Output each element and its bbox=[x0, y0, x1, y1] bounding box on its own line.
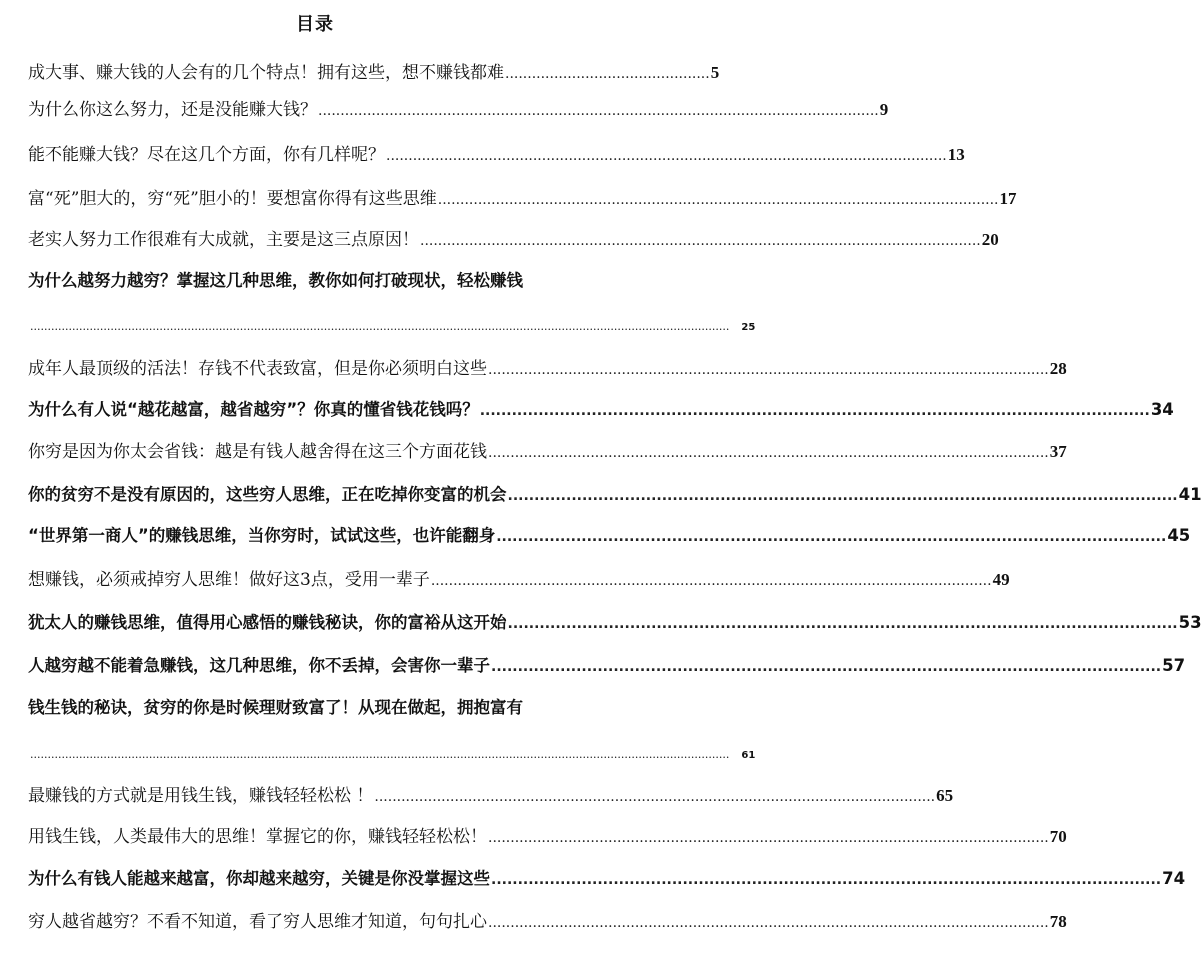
toc-entry-continuation[interactable] bbox=[30, 748, 756, 763]
dot-leader: .............................................................................................................................. bbox=[488, 445, 1049, 461]
toc-entry-title: 为什么你这么努力，还是没能赚大钱？ bbox=[28, 100, 317, 120]
toc-entry-page: 53 bbox=[1178, 613, 1202, 632]
toc-entry-title: 人越穷越不能着急赚钱，这几种思维，你不丢掉，会害你一辈子 bbox=[28, 656, 490, 675]
toc-entry[interactable] bbox=[28, 99, 889, 122]
toc-entry-title: 为什么有人说“越花越富，越省越穷”？你真的懂省钱花钱吗？ bbox=[28, 400, 479, 419]
toc-entry-continuation[interactable] bbox=[30, 320, 756, 335]
dot-leader: .............................................................................................................................. bbox=[496, 529, 1167, 545]
toc-entry[interactable] bbox=[28, 188, 1017, 211]
toc-entry[interactable] bbox=[28, 358, 1067, 381]
toc-entry-page: 5 bbox=[710, 63, 720, 82]
dot-leader: .............................................................................................................................. bbox=[488, 915, 1049, 931]
dot-leader: .............................................................................................................................. bbox=[386, 148, 947, 164]
toc-entry-title: 成年人最顶级的活法！存钱不代表致富，但是你必须明白这些 bbox=[28, 359, 487, 379]
toc-entry[interactable] bbox=[28, 911, 1067, 934]
dot-leader: ........................................................................................................................................................................................................ bbox=[30, 748, 730, 761]
toc-entry[interactable] bbox=[28, 399, 1174, 422]
toc-entry-page: 9 bbox=[879, 100, 889, 119]
dot-leader: .............................................................................................................................. bbox=[507, 616, 1178, 632]
toc-entry[interactable] bbox=[28, 270, 596, 292]
dot-leader: .............................................................................................................................. bbox=[479, 403, 1150, 419]
toc-entry-page: 45 bbox=[1167, 526, 1191, 545]
toc-entry-title: 能不能赚大钱？尽在这几个方面，你有几样呢？ bbox=[28, 145, 385, 165]
toc-entry-title: 你的贫穷不是没有原因的，这些穷人思维，正在吃掉你变富的机会 bbox=[28, 485, 507, 504]
toc-entry-title: 钱生钱的秘诀，贫穷的你是时候理财致富了！从现在做起，拥抱富有 bbox=[28, 698, 523, 717]
toc-entry[interactable] bbox=[28, 569, 1010, 592]
dot-leader: .............................................................................................................................. bbox=[488, 830, 1049, 846]
toc-entry-page: 74 bbox=[1162, 869, 1186, 888]
toc-entry-page: 65 bbox=[936, 786, 954, 805]
toc-entry[interactable] bbox=[28, 655, 1186, 678]
toc-entry-page: 78 bbox=[1049, 912, 1067, 931]
toc-entry-title: 用钱生钱，人类最伟大的思维！掌握它的你，赚钱轻轻松松！ bbox=[28, 827, 487, 847]
toc-entry-title: 最赚钱的方式就是用钱生钱，赚钱轻轻松松 ！ bbox=[28, 786, 374, 806]
toc-entry-page: 61 bbox=[741, 750, 756, 761]
toc-entry[interactable] bbox=[28, 441, 1067, 464]
toc-entry[interactable] bbox=[28, 785, 954, 808]
toc-entry-page: 41 bbox=[1178, 485, 1202, 504]
toc-entry-page: 13 bbox=[947, 145, 965, 164]
toc-entry-page: 20 bbox=[981, 230, 999, 249]
toc-entry-page: 28 bbox=[1049, 359, 1067, 378]
dot-leader: .............................................................................................................................. bbox=[318, 103, 879, 119]
toc-entry-page: 37 bbox=[1049, 442, 1067, 461]
toc-entry-title: 老实人努力工作很难有大成就，主要是这三点原因！ bbox=[28, 230, 419, 250]
toc-entry[interactable] bbox=[28, 62, 720, 85]
toc-entry-title: 成大事、赚大钱的人会有的几个特点！拥有这些，想不赚钱都难 bbox=[28, 63, 504, 83]
toc-entry-title: 你穷是因为你太会省钱：越是有钱人越舍得在这三个方面花钱 bbox=[28, 442, 487, 462]
toc-entry-title: 富“死”胆大的，穷“死”胆小的！要想富你得有这些思维 bbox=[28, 189, 437, 209]
toc-entry-title: 穷人越省越穷？不看不知道，看了穷人思维才知道，句句扎心 bbox=[28, 912, 487, 932]
toc-entry-title: 为什么越努力越穷？掌握这几种思维，教你如何打破现状，轻松赚钱 bbox=[28, 271, 523, 290]
toc-entry[interactable] bbox=[28, 697, 596, 719]
toc-entry[interactable] bbox=[28, 826, 1067, 849]
dot-leader: ........................................................................................................................................................................................................ bbox=[30, 320, 730, 333]
toc-entry-page: 49 bbox=[992, 570, 1010, 589]
toc-entry[interactable] bbox=[28, 484, 1202, 507]
dot-leader: .............................................................................................................................. bbox=[491, 872, 1162, 888]
toc-entry-title: “世界第一商人”的赚钱思维，当你穷时，试试这些，也许能翻身 bbox=[28, 526, 496, 545]
toc-entry-page: 34 bbox=[1150, 400, 1174, 419]
toc-entry-page: 17 bbox=[999, 189, 1017, 208]
dot-leader: .............................................. bbox=[505, 66, 710, 82]
dot-leader: .............................................................................................................................. bbox=[491, 659, 1162, 675]
toc-entry-page: 25 bbox=[741, 322, 756, 333]
dot-leader: .............................................................................................................................. bbox=[488, 362, 1049, 378]
toc-entry[interactable] bbox=[28, 612, 1202, 635]
dot-leader: .............................................................................................................................. bbox=[437, 192, 999, 208]
dot-leader: .............................................................................................................................. bbox=[430, 573, 992, 589]
toc-entry[interactable] bbox=[28, 229, 999, 252]
toc-entry-page: 70 bbox=[1049, 827, 1067, 846]
toc-entry[interactable] bbox=[28, 868, 1186, 891]
toc-entry[interactable] bbox=[28, 525, 1191, 548]
toc-entry[interactable] bbox=[28, 144, 965, 167]
dot-leader: .............................................................................................................................. bbox=[420, 233, 981, 249]
toc-entry-title: 犹太人的赚钱思维，值得用心感悟的赚钱秘诀，你的富裕从这开始 bbox=[28, 613, 507, 632]
dot-leader: .............................................................................................................................. bbox=[507, 488, 1178, 504]
toc-entry-title: 为什么有钱人能越来越富，你却越来越穷，关键是你没掌握这些 bbox=[28, 869, 490, 888]
dot-leader: .............................................................................................................................. bbox=[374, 789, 936, 805]
toc-title: 目录 bbox=[296, 14, 334, 35]
toc-entry-title: 想赚钱，必须戒掉穷人思维！做好这3点，受用一辈子 bbox=[28, 570, 430, 590]
toc-entry-page: 57 bbox=[1162, 656, 1186, 675]
